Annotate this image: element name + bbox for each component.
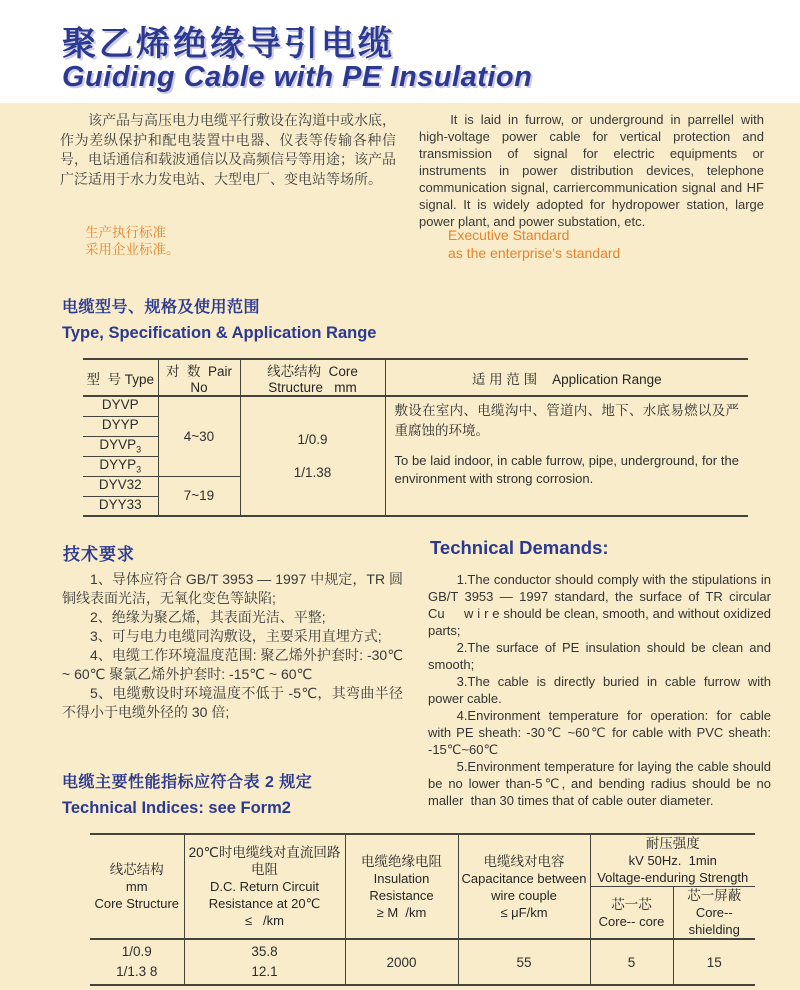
header-core-structure: 线芯结构 mm Core Structure	[90, 834, 184, 939]
core-shielding-value: 15	[673, 939, 755, 985]
tech-en-item: 5.Environment temperature for laying the cable should be no lower than-5℃, and bending radius should be no maller than 30 times that of cable outer diameter.	[428, 759, 771, 808]
standard-note-zh-line1: 生产执行标准	[85, 225, 166, 240]
standard-note-en-line2: as the enterprise's standard	[448, 244, 621, 261]
intro-paragraph-zh: 该产品与高压电力电缆平行敷设在沟道中或水底，作为差纵保护和配电装置中电器、仪表等传输各种信号，电话通信和载波通信以及高频信号等用途；该产品广泛适用于水力发电站、大型电厂、变电站等场所。	[60, 112, 396, 187]
application-range-en: To be laid indoor, in cable furrow, pipe, underground, for the environment with strong corrosion.	[394, 453, 739, 486]
application-range-zh: 敷设在室内、电缆沟中、管道内、地下、水底易燃以及严重腐蚀的环境。	[394, 403, 739, 438]
tech-zh-item: 2、绝缘为聚乙烯，其表面光洁、平整;	[90, 609, 326, 625]
header-core-shielding: 芯一屏蔽 Core--shielding	[687, 888, 742, 937]
core-structure-value-1: 1/0.9	[297, 432, 328, 447]
type-table-header-row	[83, 359, 748, 396]
tech-demands-list-en	[428, 571, 771, 809]
core-core-value: 5	[590, 939, 673, 985]
header-type: 型 号 Type	[83, 359, 158, 396]
application-range-cell	[385, 396, 748, 516]
tech-en-item: 2.The surface of PE insulation should be clean and smooth;	[428, 640, 771, 672]
section1-heading	[62, 296, 376, 346]
standard-note-zh	[85, 224, 180, 258]
type-cell: DYVP	[83, 396, 158, 416]
core-structure-values: 1/0.9 1/1.3 8	[90, 939, 184, 985]
header-capacitance: 电缆线对电容 Capacitance between wire couple ≤ μF/km	[458, 834, 590, 939]
pair-no-cell: 4~30	[158, 396, 240, 476]
content-panel	[0, 103, 800, 990]
section1-heading-zh: 电缆型号、规格及使用范围	[62, 299, 261, 316]
insulation-resistance-value: 2000	[345, 939, 458, 985]
type-cell: $DYVP_3$	[83, 436, 158, 456]
type-cell: DYYP	[83, 416, 158, 436]
header-pair-no: 对 数 Pair No	[158, 359, 240, 396]
tech-en-item: 4.Environment temperature for operation: for cable with PE sheath: -30℃ ~60℃ for cable with PVC sheath: -15℃~60℃	[428, 708, 771, 757]
technical-indices-table	[90, 833, 755, 986]
indices-header-row-1	[90, 834, 755, 887]
table-row	[83, 396, 748, 416]
section2-heading-zh: 电缆主要性能指标应符合表 2 规定	[62, 774, 313, 791]
type-cell: DYY33	[83, 496, 158, 516]
page-title-zh: 聚乙烯绝缘导引电缆	[62, 25, 395, 63]
core-structure-cell	[240, 396, 385, 516]
header-dc-resistance: 20℃时电缆线对直流回路 电阻 D.C. Return Circuit Resistance at 20℃ ≤ /km	[184, 834, 345, 939]
tech-zh-item: 1、导体应符合 GB/T 3953 — 1997 中规定，TR 圆铜线表面光洁，无氧化变色等缺陷;	[62, 571, 403, 606]
header-core-structure: 线芯结构 Core Structure mm	[240, 359, 385, 396]
dc-resistance-values: 35.8 12.1	[184, 939, 345, 985]
section2-heading-en: Technical Indices: see Form2	[62, 799, 291, 817]
pair-no-cell: 7~19	[158, 476, 240, 516]
standard-note-en	[448, 227, 620, 262]
indices-data-row	[90, 939, 755, 985]
tech-zh-item: 3、可与电力电缆同沟敷设，主要采用直埋方式;	[90, 628, 382, 644]
type-specification-table	[83, 358, 748, 517]
tech-demands-heading-en: Technical Demands:	[430, 537, 609, 558]
tech-requirements-heading-zh: 技术要求	[63, 545, 135, 564]
tech-zh-item: 5、电缆敷设时环境温度不低于 -5℃，其弯曲半径不得小于电缆外径的 30 倍;	[62, 685, 403, 720]
core-structure-value-2: 1/1.38	[293, 465, 332, 480]
page-title-en: Guiding Cable with PE Insulation	[62, 61, 533, 93]
header-core-core: 芯一芯 Core-- core	[590, 887, 673, 940]
tech-en-item: 1.The conductor should comply with the stipulations in GB/T 3953 — 1997 standard, the surface of TR circular Cu w i r e should be clean, smooth, and without oxidized parts;	[428, 572, 771, 638]
header-insulation-resistance: 电缆绝缘电阻 Insulation Resistance ≥ M /km	[345, 834, 458, 939]
standard-note-zh-line2: 采用企业标准。	[85, 242, 180, 257]
tech-zh-item: 4、电缆工作环境温度范围: 聚乙烯外护套时: -30℃ ~ 60℃ 聚氯乙烯外护套时: -15℃ ~ 60℃	[62, 647, 403, 682]
tech-requirements-list-zh	[62, 570, 403, 722]
header-application-range: 适 用 范 围 Application Range	[385, 359, 748, 396]
header-voltage-strength-group: 耐压强度 kV 50Hz. 1min Voltage-enduring Strength	[590, 834, 755, 887]
intro-paragraph-en: It is laid in furrow, or underground in parrellel with high-voltage power cable for vertical protection and transmission of signal for electric equipments or instruments in power distribution devices, telephone communication signal, carriercommunication signal and HF signal. It is widely adopted for hydropower station, large power plant, and power substation, etc.	[419, 112, 764, 229]
section2-heading	[62, 771, 312, 821]
page-header	[0, 0, 800, 103]
type-cell: DYV32	[83, 476, 158, 496]
tech-en-item: 3.The cable is directly buried in cable furrow with power cable.	[428, 674, 771, 706]
standard-note-en-line1: Executive Standard	[448, 227, 570, 243]
section1-heading-en: Type, Specification & Application Range	[62, 324, 377, 342]
capacitance-value: 55	[458, 939, 590, 985]
type-cell: $DYYP_3$	[83, 456, 158, 476]
